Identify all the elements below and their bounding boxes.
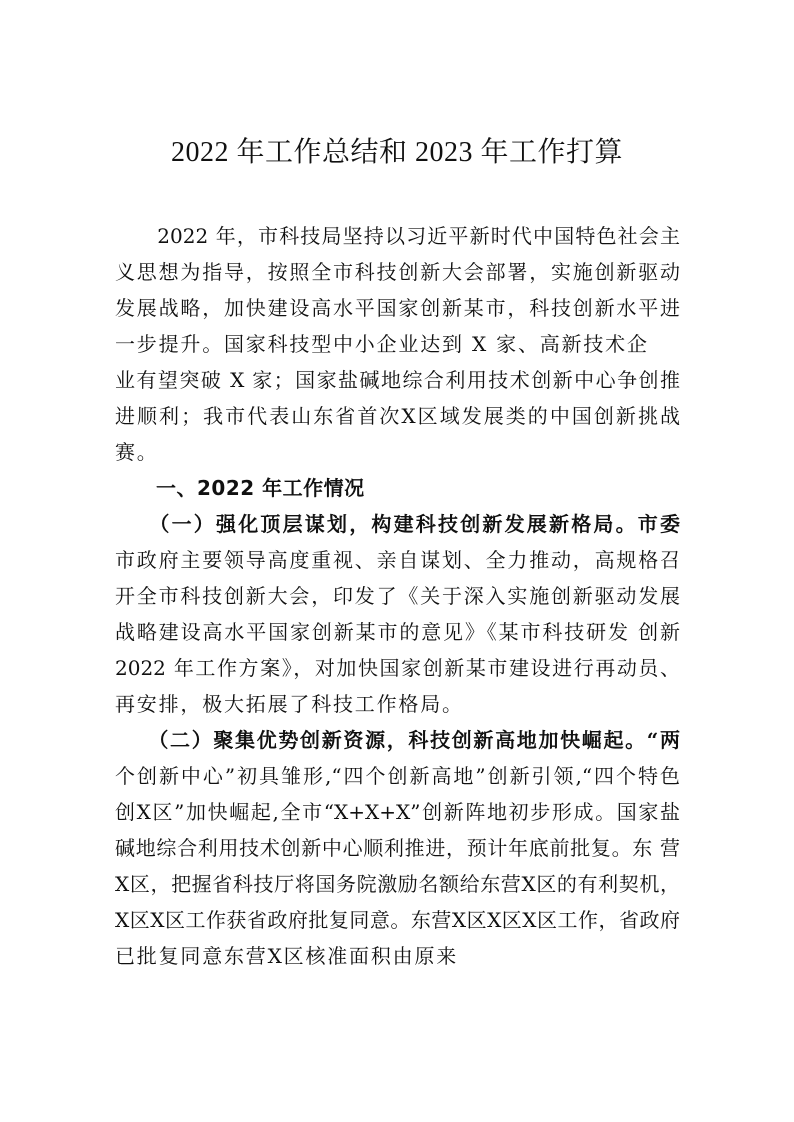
paragraph-line: 一步提升。国家科技型中小企业达到 X 家、高新技术企 xyxy=(115,332,649,356)
paragraph-line: X区，把握省科技厅将国务院激励名额给东营X区的有利契机， xyxy=(115,872,680,896)
paragraph-line: 创X区”加快崛起,全市“X+X+X”创新阵地初步形成。国家盐 xyxy=(115,800,680,824)
paragraph-line: 2022 年，市科技局坚持以习近平新时代中国特色社会主 xyxy=(115,224,680,248)
paragraph-line: 发展战略，加快建设高水平国家创新某市，科技创新水平进 xyxy=(115,296,680,320)
subsection-lead-line: （二）聚集优势创新资源，科技创新高地加快崛起。“两 xyxy=(115,728,680,752)
document-title: 2022 年工作总结和 2023 年工作打算 xyxy=(170,137,623,168)
paragraph-line: 已批复同意东营X区核准面积由原来 xyxy=(115,944,459,968)
subsection-lead-line: （一）强化顶层谋划，构建科技创新发展新格局。市委 xyxy=(115,512,680,536)
paragraph-line: 碱地综合利用技术创新中心顺利推进，预计年底前批复。东 营 xyxy=(115,836,680,860)
paragraph-line: 2022 年工作方案》，对加快国家创新某市建设进行再动员、 xyxy=(115,656,680,680)
paragraph-line: 个创新中心”初具雏形,“四个创新高地”创新引领,“四个特色 xyxy=(115,764,680,788)
section-heading: 一、2022 年工作情况 xyxy=(115,476,365,500)
paragraph-line: 业有望突破 X 家；国家盐碱地综合利用技术创新中心争创推 xyxy=(115,368,680,392)
paragraph-line: 战略建设高水平国家创新某市的意见》《某市科技研发 创新 xyxy=(115,620,680,644)
paragraph-line: 市政府主要领导高度重视、亲自谋划、全力推动，高规格召 xyxy=(115,548,680,572)
paragraph-line: 开全市科技创新大会，印发了《关于深入实施创新驱动发展 xyxy=(115,584,680,608)
paragraph-line: 再安排，极大拓展了科技工作格局。 xyxy=(115,692,464,716)
paragraph-line: 赛。 xyxy=(115,440,159,464)
paragraph-line: 义思想为指导，按照全市科技创新大会部署，实施创新驱动 xyxy=(115,260,680,284)
paragraph-line: 进顺利；我市代表山东省首次X区域发展类的中国创新挑战 xyxy=(115,404,680,428)
paragraph-line: X区X区工作获省政府批复同意。东营X区X区X区工作，省政府 xyxy=(115,908,680,932)
